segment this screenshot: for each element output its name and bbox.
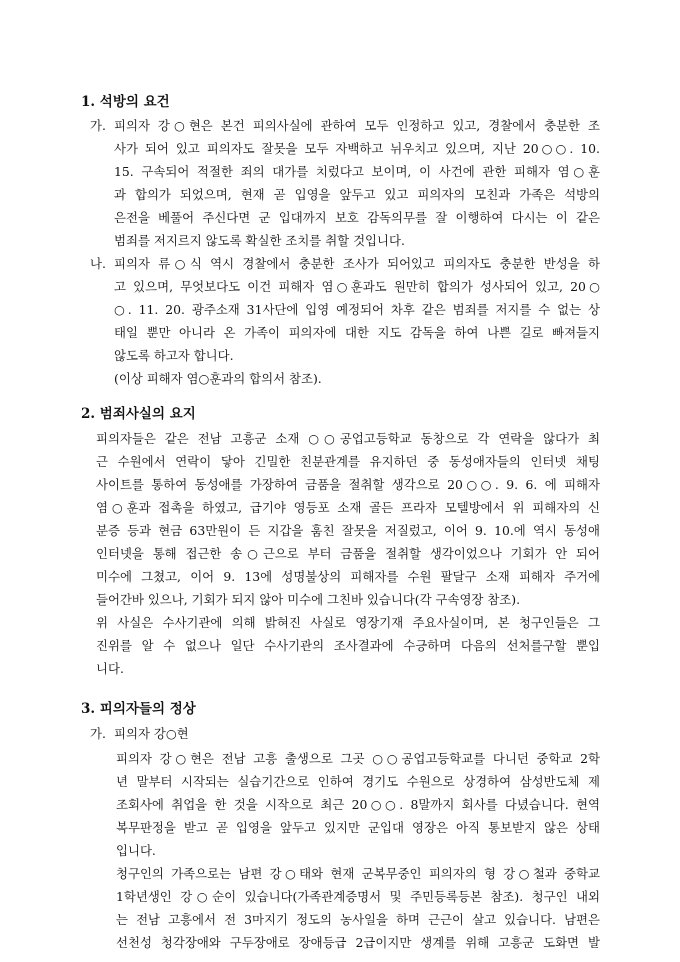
paragraph-line: 는 전남 고흥에서 전 3마지기 정도의 농사일을 하며 근근이 살고 있습니다. 남편은 xyxy=(116,912,600,927)
section-title: 석방의 요건 xyxy=(99,94,170,110)
paragraph-line: 피의자 강○현은 전남 고흥 출생으로 그곳 ○○공업고등학교를 다니던 중학교 2학 xyxy=(116,751,600,766)
paragraph-line: 복무판정을 받고 곧 입영을 앞두고 있지만 군입대 영장은 아직 통보받지 않은 상태 xyxy=(116,820,600,835)
item-marker: 가. xyxy=(90,726,106,741)
paragraph-line: 사이트를 통하여 동성애를 가장하여 금품을 절취할 생각으로 20○○. 9. 6. 에 피해자 xyxy=(96,477,600,492)
paragraph-line: 분증 등과 현금 63만원이 든 지갑을 훔친 잘못을 저질렀고, 이어 9. 10.에 역시 동성애 xyxy=(96,523,600,538)
item-marker: 가. xyxy=(90,118,106,133)
paragraph-line: 조회사에 취업을 한 것을 시작으로 최근 20○○. 8말까지 회사를 다녔습니다. 현역 xyxy=(116,797,600,812)
paragraph-line: 들어간바 있으나, 기회가 되지 않아 미수에 그친바 있습니다(각 구속영장 참조). xyxy=(96,592,521,607)
item-marker: 나. xyxy=(90,256,106,271)
section-number: 1. xyxy=(81,94,96,110)
paragraph-line: 위 사실은 수사기관에 의해 밝혀진 사실로 영장기재 주요사실이며, 본 청구인들은 그 xyxy=(96,615,600,630)
paragraph-line: 범죄를 저지르지 않도록 확실한 조치를 취할 것입니다. xyxy=(114,233,405,248)
section-heading xyxy=(81,701,196,718)
paragraph-line: 사가 되어 있고 피의자도 잘못을 모두 자백하고 뉘우치고 있으며, 지난 20○○. 10. xyxy=(114,141,600,156)
paragraph-line: 고 있으며, 무엇보다도 이건 피해자 염○훈과도 원만히 합의가 성사되어 있고, 20○ xyxy=(114,279,600,294)
section-heading xyxy=(81,406,196,423)
section-number: 3. xyxy=(81,701,96,717)
paragraph-line: (이상 피해자 염○훈과의 합의서 참조). xyxy=(114,371,322,386)
paragraph-line: 않도록 하고자 합니다. xyxy=(114,348,234,363)
paragraph-line: 과 합의가 되었으며, 현재 곧 입영을 앞두고 있고 피의자의 모친과 가족은 석방의 xyxy=(114,187,600,202)
paragraph-line: 입니다. xyxy=(116,843,156,858)
paragraph-line: 15. 구속되어 적절한 죄의 대가를 치렀다고 보이며, 이 사건에 관한 피해자 염○훈 xyxy=(114,164,600,179)
paragraph-line: 미수에 그쳤고, 이어 9. 13에 성명불상의 피해자를 수원 팔달구 소재 피해자 주거에 xyxy=(96,569,600,584)
paragraph-line: 피의자들은 같은 전남 고흥군 소재 ○○공업고등학교 동창으로 각 연락을 않다가 최 xyxy=(96,431,600,446)
paragraph-line: 태일 뿐만 아니라 온 가족이 피의자에 대한 지도 감독을 하여 나쁜 길로 빠져들지 xyxy=(114,325,600,340)
paragraph-line: 청구인의 가족으로는 남편 강○태와 현재 군복무중인 피의자의 형 강○철과 중학교 xyxy=(116,866,600,881)
section-title: 범죄사실의 요지 xyxy=(99,406,196,422)
paragraph-line: 피의자 강○현은 본건 피의사실에 관하여 모두 인정하고 있고, 경찰에서 충분한 조 xyxy=(114,118,600,133)
item-subtitle: 피의자 강○현 xyxy=(114,726,189,741)
section-heading xyxy=(81,94,170,111)
paragraph-line: 년 말부터 시작되는 실습기간으로 인하여 경기도 수원으로 상경하여 삼성반도체 제 xyxy=(116,774,600,789)
section-title: 피의자들의 정상 xyxy=(99,701,196,717)
paragraph-line: 니다. xyxy=(96,661,124,676)
paragraph-line: 진위를 알 수 없으나 일단 수사기관의 조사결과에 수긍하며 다음의 선처를구할 뿐입 xyxy=(96,638,600,653)
paragraph-line: 근 수원에서 연락이 닿아 긴밀한 친분관계를 유지하던 중 동성애자들의 인터넷 채팅 xyxy=(96,454,600,469)
paragraph-line: 선천성 청각장애와 구두장애로 장애등급 2급이지만 생계를 위해 고흥군 도화면 발 xyxy=(116,935,600,950)
paragraph-line: 1학년생인 강○순이 있습니다(가족관계증명서 및 주민등록등본 참조). 청구인 내외 xyxy=(116,889,600,904)
paragraph-line: 염○훈과 접촉을 하였고, 급기야 영등포 소재 골든 프라자 모텔방에서 위 피해자의 신 xyxy=(96,500,600,515)
paragraph-line: 피의자 류○식 역시 경찰에서 충분한 조사가 되어있고 피의자도 충분한 반성을 하 xyxy=(114,256,600,271)
paragraph-line: ○. 11. 20. 광주소재 31사단에 입영 예정되어 차후 같은 범죄를 저지를 수 없는 상 xyxy=(114,302,600,317)
paragraph-line: 인터넷을 통해 접근한 송○근으로 부터 금품을 절취할 생각이었으나 기회가 안 되어 xyxy=(96,546,600,561)
paragraph-line: 은전을 베풀어 주신다면 군 입대까지 보호 감독의무를 잘 이행하여 다시는 이 같은 xyxy=(114,210,600,225)
section-number: 2. xyxy=(81,406,96,422)
